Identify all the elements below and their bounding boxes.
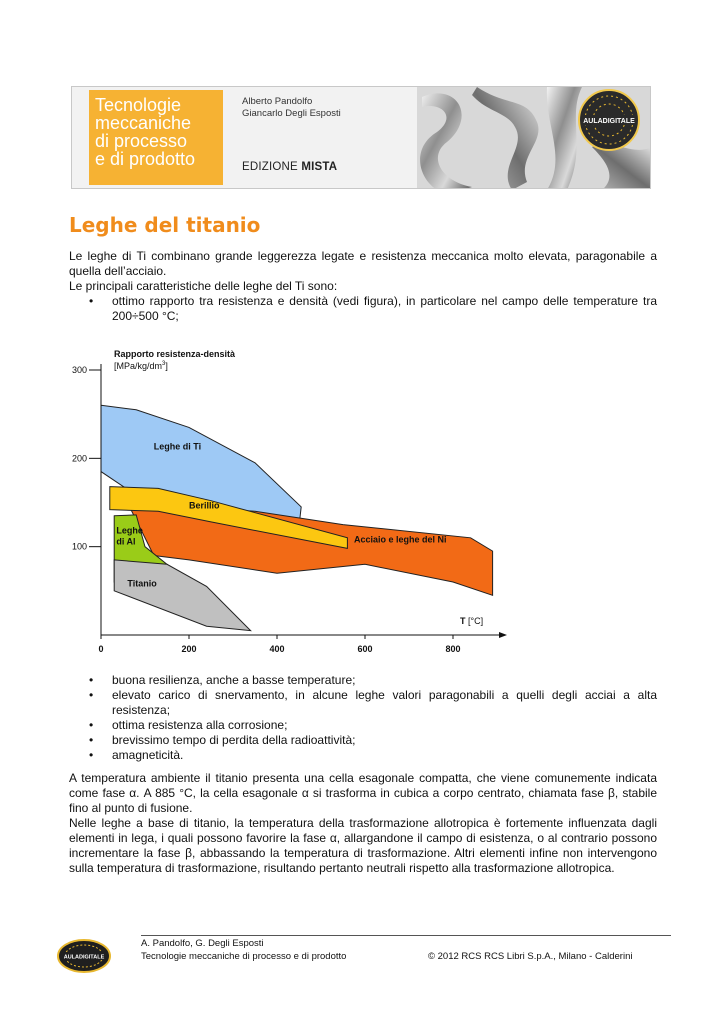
x-tick-label: 400 xyxy=(269,644,285,654)
banner-title: Tecnologie meccaniche di processo e di prodotto xyxy=(95,95,196,169)
region-label: Leghe xyxy=(116,525,143,536)
y-unit-close: ] xyxy=(165,361,168,371)
bullet-marker: • xyxy=(89,673,94,687)
region-label: Leghe di Ti xyxy=(153,441,202,452)
logo-text: AULADIGITALE xyxy=(583,118,635,125)
chart-regions xyxy=(101,405,493,630)
footer-book-title: Tecnologie meccaniche di processo e di prodotto xyxy=(141,951,347,962)
bullet-item: ottima resistenza alla corrosione; xyxy=(112,718,288,732)
x-tick-label: 800 xyxy=(445,644,461,654)
paragraph-phase: A temperatura ambiente il titanio presenta una cella esagonale compatta, che viene comunemente indicata come fase α. A 885 °C, la cella esagonale α si trasforma in cubica a corpo centrato, chiamata fase β, stabile fino al punto di fusione. xyxy=(69,771,657,815)
metal-shavings-image xyxy=(417,87,651,189)
bullet-item: amagneticità. xyxy=(112,748,184,762)
footer-logo-text: AULADIGITALE xyxy=(63,954,105,961)
intro-paragraph: Le leghe di Ti combinano grande leggerezza legate e resistenza meccanica molto elevata, paragonabile a quella dell’acciaio. xyxy=(69,249,657,278)
bullet-marker: • xyxy=(89,748,94,762)
region-4 xyxy=(114,560,250,631)
x-axis-label xyxy=(460,616,483,626)
footer-copyright: © 2012 RCS RCS Libri S.p.A., Milano - Calderini xyxy=(428,951,633,962)
bullet-marker: • xyxy=(89,294,94,308)
region-label: Acciaio e leghe del Ni xyxy=(354,534,447,545)
region-label: di Al xyxy=(116,536,136,547)
footer-rule xyxy=(141,935,671,936)
bullet-marker: • xyxy=(89,733,94,747)
bullet-item: buona resilienza, anche a basse temperature; xyxy=(112,673,356,687)
strength-density-chart xyxy=(60,345,510,655)
paragraph-alloying: Nelle leghe a base di titanio, la temperatura della trasformazione allotropica è fortemente influenzata dagli elementi in lega, i quali possono favorire la fase α, allargandone il campo di esistenza, o al contrario possono incrementare la fase β, abbassando la temperatura di trasformazione. Altri elementi infine non intervengono sulla temperatura di trasformazione, risultando pertanto neutrali rispetto alla trasformazione allotropica. xyxy=(69,816,657,875)
y-tick-label: 300 xyxy=(71,365,87,375)
book-banner xyxy=(71,86,651,189)
page-title: Leghe del titanio xyxy=(69,213,261,237)
x-axis-arrow xyxy=(499,632,507,638)
footer-authors: A. Pandolfo, G. Degli Esposti xyxy=(141,938,264,949)
x-label-unit: [°C] xyxy=(465,616,484,626)
bullet-item: brevissimo tempo di perdita della radioattività; xyxy=(112,733,356,747)
y-unit-sup: 3 xyxy=(162,361,166,367)
x-tick-label: 200 xyxy=(181,644,197,654)
bullet-item: elevato carico di snervamento, in alcune leghe valori paragonabili a quelli degli acciai a alta resistenza; xyxy=(112,688,657,717)
banner-authors: Alberto Pandolfo Giancarlo Degli Esposti xyxy=(242,96,341,119)
banner-edition xyxy=(242,161,337,173)
banner-title-box xyxy=(89,90,223,185)
y-tick-label: 200 xyxy=(71,453,87,464)
edition-prefix: EDIZIONE xyxy=(242,161,298,173)
region-label: Titanio xyxy=(127,578,157,589)
bullet-marker: • xyxy=(89,718,94,732)
bullet-item: ottimo rapporto tra resistenza e densità (vedi figura), in particolare nel campo delle temperature tra 200÷500 °C; xyxy=(112,294,657,323)
auladigitale-footer-logo-icon xyxy=(56,934,114,974)
y-axis-unit xyxy=(114,361,168,371)
intro-paragraph-2: Le principali caratteristiche delle leghe del Ti sono: xyxy=(69,279,338,293)
edition-bold: MISTA xyxy=(301,161,338,173)
x-tick-label: 0 xyxy=(98,644,104,654)
bullet-marker: • xyxy=(89,688,94,702)
y-unit-base: [MPa/kg/dm xyxy=(114,361,163,371)
region-label: Berillio xyxy=(189,500,220,511)
y-tick-label: 100 xyxy=(71,541,87,552)
x-tick-label: 600 xyxy=(357,644,373,654)
x-label-bold: T xyxy=(460,616,466,626)
y-axis-label: Rapporto resistenza-densità xyxy=(114,349,236,359)
